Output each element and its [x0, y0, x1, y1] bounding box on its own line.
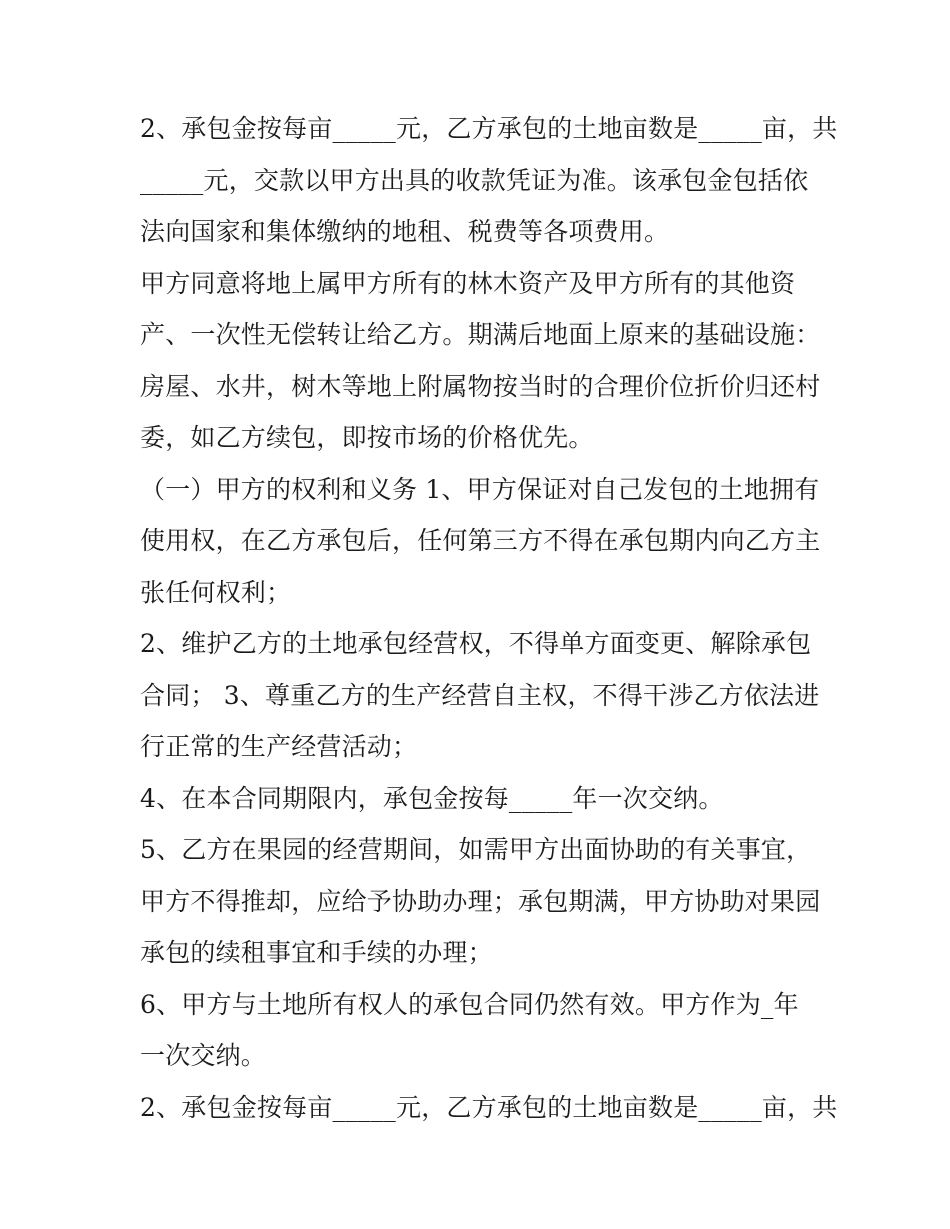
text-line: 产、一次性无偿转让给乙方。期满后地面上原来的基础设施： — [140, 320, 821, 349]
text-line: 房屋、水井，树木等地上附属物按当时的合理价位折价归还村 — [140, 371, 821, 401]
text-line: （一）甲方的权利和义务 1、甲方保证对自己发包的土地拥有 — [140, 474, 820, 504]
text-line: _____元，交款以甲方出具的收款凭证为准。该承包金包括依 — [140, 165, 809, 195]
text-line: 一次交纳。 — [140, 1041, 267, 1070]
text-line: 张任何权利； — [140, 577, 292, 607]
text-line: 6、甲方与土地所有权人的承包合同仍然有效。甲方作为_年 — [140, 989, 799, 1019]
text-line: 甲方同意将地上属甲方所有的林木资产及甲方所有的其他资 — [140, 268, 796, 298]
text-line: 甲方不得推却，应给予协助办理；承包期满，甲方协助对果园 — [140, 886, 821, 916]
text-line: 2、维护乙方的土地承包经营权，不得单方面变更、解除承包 — [140, 629, 812, 658]
text-line: 行正常的生产经营活动； — [140, 732, 418, 761]
document-body — [140, 103, 838, 1133]
text-line: 使用权，在乙方承包后，任何第三方不得在承包期内向乙方主 — [140, 526, 821, 555]
text-line: 4、在本合同期限内，承包金按每_____年一次交纳。 — [140, 783, 724, 813]
text-line: 2、承包金按每亩_____元，乙方承包的土地亩数是_____亩，共 — [140, 1092, 838, 1122]
text-line: 委，如乙方续包，即按市场的价格优先。 — [140, 423, 594, 452]
text-line: 法向国家和集体缴纳的地租、税费等各项费用。 — [140, 217, 670, 246]
text-line: 合同； 3、尊重乙方的生产经营自主权，不得干涉乙方依法进 — [140, 680, 820, 710]
text-line: 承包的续租事宜和手续的办理； — [140, 938, 493, 967]
text-line: 2、承包金按每亩_____元，乙方承包的土地亩数是_____亩，共 — [140, 114, 838, 143]
text-line: 5、乙方在果园的经营期间，如需甲方出面协助的有关事宜， — [140, 835, 812, 864]
